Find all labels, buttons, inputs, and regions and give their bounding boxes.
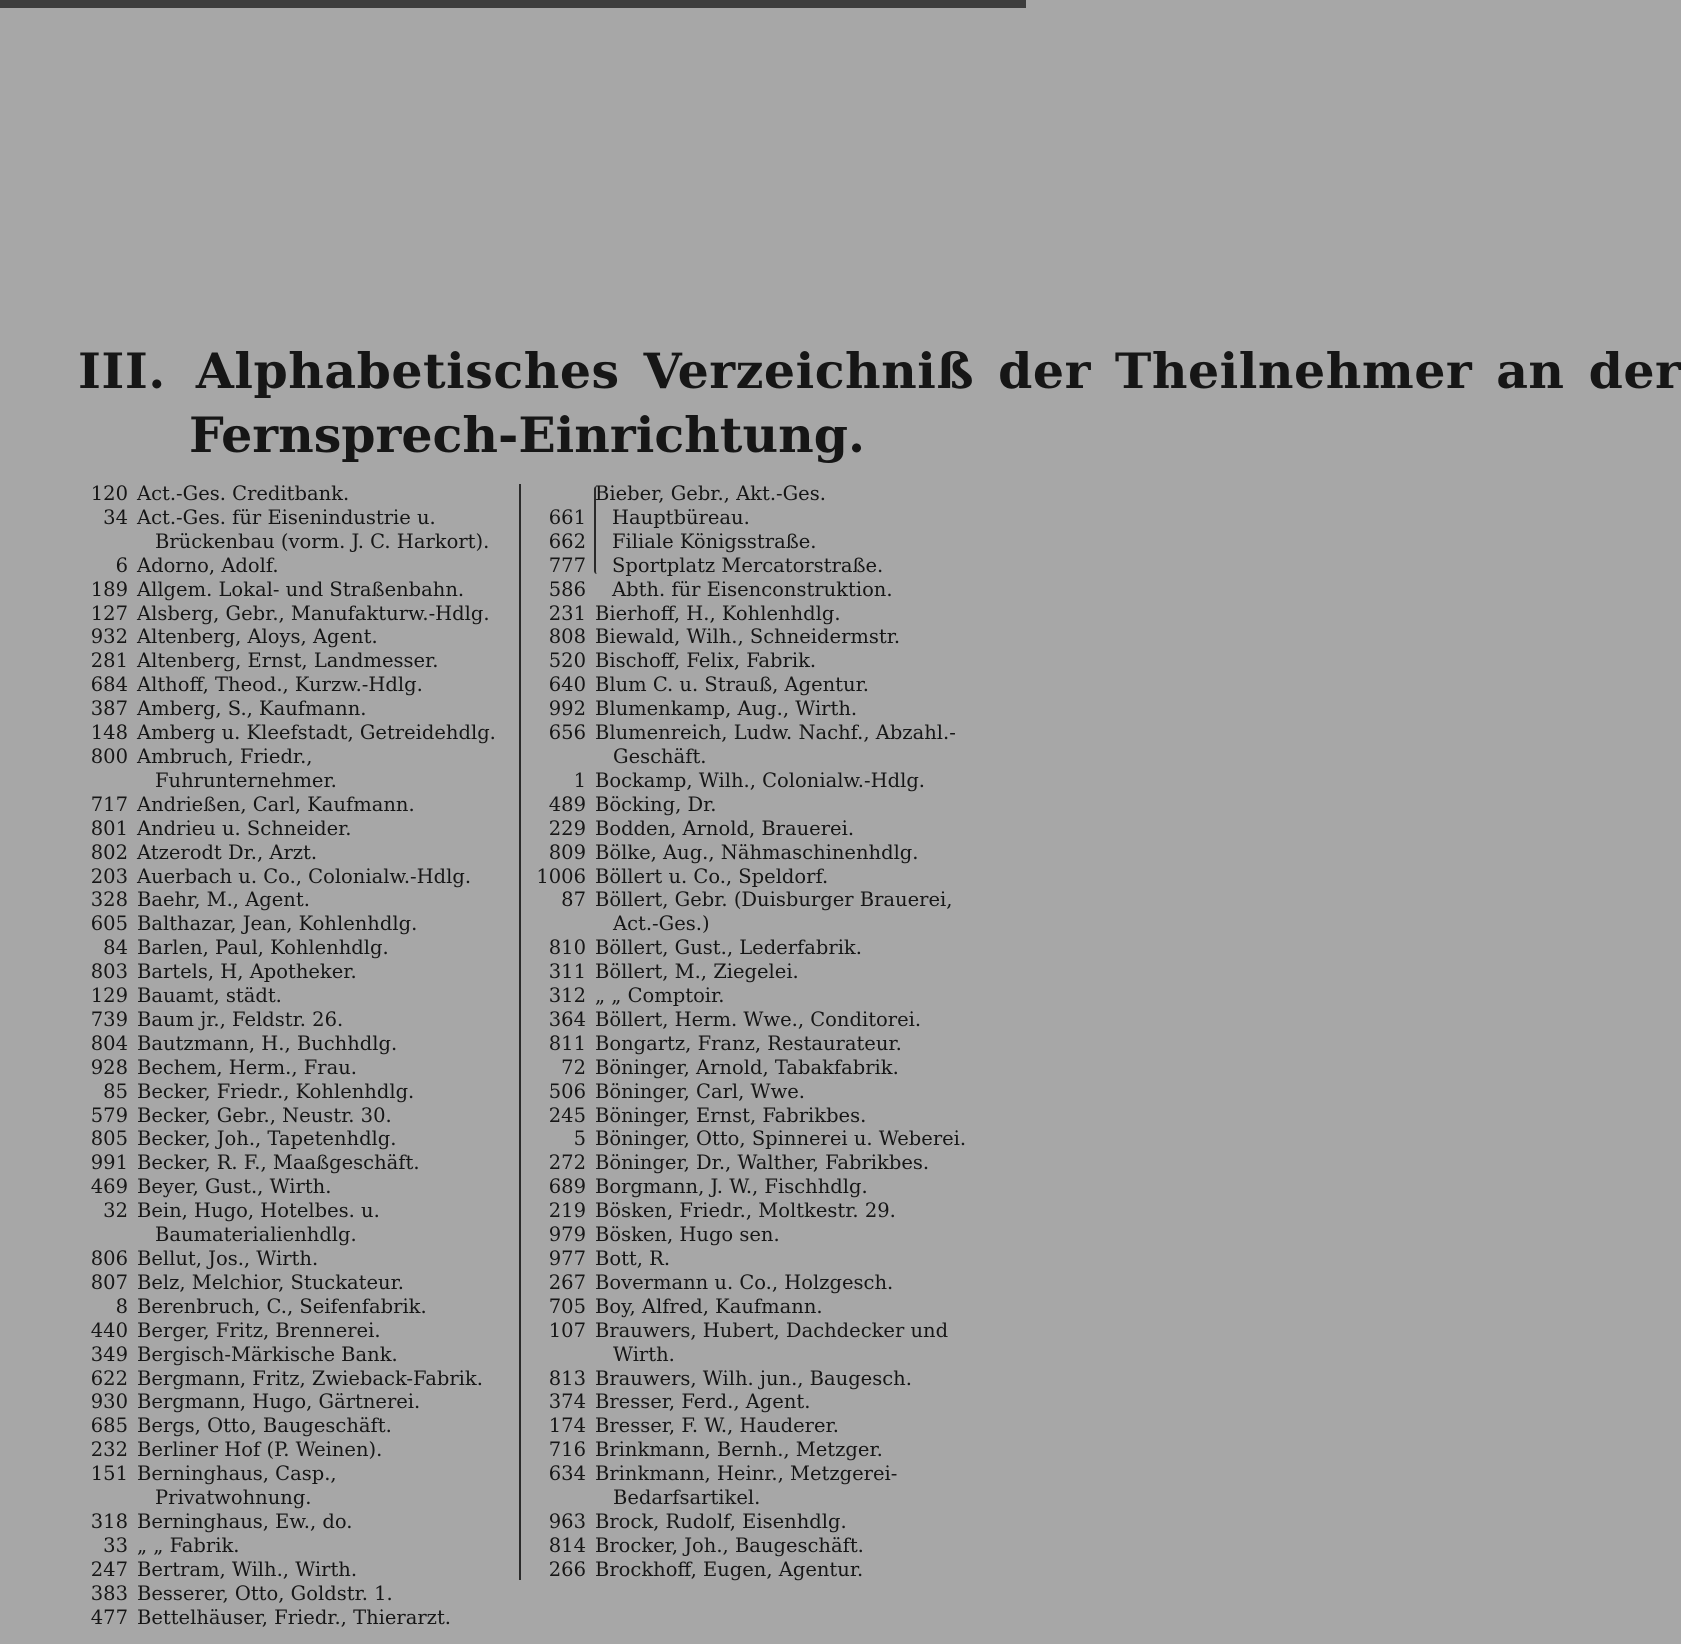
list-item — [530, 1247, 980, 1271]
list-item — [530, 888, 980, 936]
subscriber-number: 1 — [573, 768, 586, 792]
subscriber-number: 440 — [90, 1318, 128, 1342]
subscriber-number: 579 — [90, 1103, 128, 1127]
list-item — [82, 1319, 497, 1343]
heading-word: Theilnehmer — [1114, 342, 1473, 400]
subscriber-number: 963 — [548, 1509, 586, 1533]
subscriber-number: 174 — [548, 1414, 586, 1438]
list-item — [82, 1247, 497, 1271]
list-item — [530, 1056, 980, 1080]
list-item — [530, 936, 980, 960]
subscriber-name: Berger, Fritz, Brennerei. — [137, 1318, 381, 1342]
subscriber-number: 813 — [548, 1366, 586, 1390]
subscriber-number: 34 — [103, 505, 128, 529]
list-item — [530, 1199, 980, 1223]
page-top-edge — [0, 0, 1026, 8]
subscriber-name: Böllert, Gebr. (Duisburger Brauerei, Act.-Ges.) — [595, 888, 953, 936]
subscriber-number: 520 — [548, 649, 586, 673]
list-item — [82, 817, 497, 841]
subscriber-name: Beyer, Gust., Wirth. — [137, 1175, 332, 1199]
list-item — [530, 697, 980, 721]
subscriber-number: 932 — [90, 625, 128, 649]
group-brace — [594, 486, 606, 574]
subscriber-name: Bergs, Otto, Baugeschäft. — [137, 1414, 392, 1438]
subscriber-name: Brock, Rudolf, Eisenhdlg. — [595, 1509, 847, 1533]
list-item — [530, 1390, 980, 1414]
list-item — [82, 1367, 497, 1391]
subscriber-number: 387 — [90, 697, 128, 721]
subscriber-name: Borgmann, J. W., Fischhdlg. — [595, 1175, 868, 1199]
list-item — [82, 1056, 497, 1080]
heading-word: an — [1496, 342, 1565, 400]
list-item — [82, 745, 497, 793]
list-item — [82, 1462, 497, 1510]
list-item — [82, 721, 497, 745]
subscriber-number: 151 — [90, 1462, 128, 1486]
subscriber-name: Alsberg, Gebr., Manufakturw.-Hdlg. — [137, 601, 490, 625]
list-item — [82, 1175, 497, 1199]
subscriber-name: Blumenkamp, Aug., Wirth. — [595, 697, 858, 721]
subscriber-name: Biewald, Wilh., Schneidermstr. — [595, 625, 901, 649]
subscriber-number: 5 — [573, 1127, 586, 1151]
subscriber-number: 85 — [103, 1079, 128, 1103]
subscriber-name: Bockamp, Wilh., Colonialw.-Hdlg. — [595, 768, 925, 792]
list-item — [530, 1295, 980, 1319]
list-item — [530, 1008, 980, 1032]
subscriber-name: Bongartz, Franz, Restaurateur. — [595, 1031, 902, 1055]
subscriber-number: 802 — [90, 840, 128, 864]
list-item — [82, 1534, 497, 1558]
list-item — [530, 649, 980, 673]
subscriber-name: Becker, R. F., Maaßgeschäft. — [137, 1151, 420, 1175]
list-item — [530, 578, 980, 602]
subscriber-number: 689 — [548, 1175, 586, 1199]
subscriber-name: Brauwers, Wilh. jun., Baugesch. — [595, 1366, 912, 1390]
subscriber-number: 148 — [90, 721, 128, 745]
subscriber-name: Bresser, Ferd., Agent. — [595, 1390, 811, 1414]
subscriber-name: Bott, R. — [595, 1247, 671, 1270]
subscriber-number: 928 — [90, 1055, 128, 1079]
list-item — [530, 865, 980, 889]
subscriber-number: 811 — [548, 1031, 586, 1055]
subscriber-number: 129 — [90, 984, 128, 1008]
subscriber-number: 705 — [548, 1294, 586, 1318]
subscriber-name: Bergmann, Fritz, Zwieback-Fabrik. — [137, 1366, 483, 1390]
subscriber-number: 266 — [548, 1557, 586, 1581]
list-item — [530, 960, 980, 984]
subscriber-number: 203 — [90, 864, 128, 888]
subscriber-name: Baehr, M., Agent. — [137, 888, 310, 912]
subscriber-number: 189 — [90, 577, 128, 601]
subscriber-name: Bösken, Hugo sen. — [595, 1223, 780, 1247]
subscriber-name: Böllert u. Co., Speldorf. — [595, 864, 829, 888]
list-item — [530, 1151, 980, 1175]
subscriber-name: Blum C. u. Strauß, Agentur. — [595, 673, 869, 697]
subscriber-number: 685 — [90, 1414, 128, 1438]
subscriber-number: 777 — [548, 553, 586, 577]
subscriber-number: 739 — [90, 1007, 128, 1031]
list-item — [530, 1534, 980, 1558]
subscriber-name: Bettelhäuser, Friedr., Thierarzt. — [137, 1605, 451, 1629]
subscriber-name: Amberg, S., Kaufmann. — [137, 697, 367, 721]
subscriber-number: 992 — [548, 697, 586, 721]
list-item — [82, 793, 497, 817]
list-item — [82, 1558, 497, 1582]
subscriber-number: 33 — [103, 1533, 128, 1557]
list-item — [530, 1080, 980, 1104]
subscriber-number: 311 — [548, 960, 586, 984]
subscriber-number: 804 — [90, 1031, 128, 1055]
subscriber-name: Becker, Friedr., Kohlenhdlg. — [137, 1079, 415, 1103]
subscriber-name: Bösken, Friedr., Moltkestr. 29. — [595, 1199, 896, 1223]
subscriber-number: 383 — [90, 1581, 128, 1605]
list-item — [530, 1271, 980, 1295]
subscriber-name: Bierhoff, H., Kohlenhdlg. — [595, 601, 841, 625]
list-item — [82, 1295, 497, 1319]
subscriber-number: 107 — [548, 1318, 586, 1342]
subscriber-number: 991 — [90, 1151, 128, 1175]
list-item — [82, 984, 497, 1008]
subscriber-name: Böllert, M., Ziegelei. — [595, 960, 799, 984]
subscriber-name: Becker, Joh., Tapetenhdlg. — [137, 1127, 397, 1151]
subscriber-number: 656 — [548, 721, 586, 745]
subscriber-name: Bauamt, städt. — [137, 984, 282, 1008]
subscriber-number: 814 — [548, 1533, 586, 1557]
subscriber-number: 808 — [548, 625, 586, 649]
subscriber-name: Althoff, Theod., Kurzw.-Hdlg. — [137, 673, 423, 697]
list-item — [82, 1438, 497, 1462]
subscriber-number: 489 — [548, 792, 586, 816]
subscriber-number: 374 — [548, 1390, 586, 1414]
list-item — [530, 1462, 980, 1510]
subscriber-number: 127 — [90, 601, 128, 625]
list-item — [530, 984, 980, 1008]
list-item — [82, 936, 497, 960]
list-item — [82, 1271, 497, 1295]
list-item — [530, 1558, 980, 1582]
list-item — [82, 841, 497, 865]
list-item — [530, 1414, 980, 1438]
subscriber-name: Sportplatz Mercatorstraße. — [612, 553, 884, 577]
list-item — [82, 1414, 497, 1438]
subscriber-name: Filiale Königsstraße. — [612, 529, 817, 553]
subscriber-number: 328 — [90, 888, 128, 912]
subscriber-number: 800 — [90, 744, 128, 768]
list-item — [82, 1080, 497, 1104]
list-item — [82, 1343, 497, 1367]
subscriber-name: Böninger, Dr., Walther, Fabrikbes. — [595, 1151, 930, 1175]
list-item — [530, 769, 980, 793]
list-item — [530, 602, 980, 626]
heading-word: Verzeichniß — [643, 342, 975, 400]
subscriber-name: Bölke, Aug., Nähmaschinenhdlg. — [595, 840, 919, 864]
subscriber-name: Böninger, Ernst, Fabrikbes. — [595, 1103, 867, 1127]
column-divider — [519, 484, 521, 1580]
subscriber-name: Böninger, Carl, Wwe. — [595, 1079, 805, 1103]
heading-line-1 — [78, 342, 1681, 400]
heading-line-2: Fernsprech-Einrichtung. — [188, 406, 866, 464]
list-item — [82, 1032, 497, 1056]
subscriber-number: 231 — [548, 601, 586, 625]
subscriber-name: „ „ Fabrik. — [137, 1533, 240, 1557]
list-item — [82, 865, 497, 889]
subscriber-number: 586 — [548, 577, 586, 601]
subscriber-name: Berninghaus, Ew., do. — [137, 1509, 353, 1533]
subscriber-number: 272 — [548, 1151, 586, 1175]
subscriber-number: 232 — [90, 1438, 128, 1462]
subscriber-name: Bergmann, Hugo, Gärtnerei. — [137, 1390, 421, 1414]
list-item — [82, 1008, 497, 1032]
subscriber-number: 634 — [548, 1462, 586, 1486]
subscriber-name: Böllert, Gust., Lederfabrik. — [595, 936, 862, 960]
right-column — [530, 482, 980, 1582]
list-item — [82, 506, 497, 554]
list-item — [530, 1175, 980, 1199]
subscriber-name: Baum jr., Feldstr. 26. — [137, 1007, 344, 1031]
list-item — [530, 1223, 980, 1247]
subscriber-name: Blumenreich, Ludw. Nachf., Abzahl.-Geschäft. — [595, 721, 956, 768]
list-item — [82, 960, 497, 984]
list-item — [82, 1582, 497, 1606]
list-item — [82, 1199, 497, 1247]
list-item — [530, 793, 980, 817]
subscriber-number: 662 — [548, 529, 586, 553]
subscriber-number: 6 — [115, 553, 128, 577]
list-item — [82, 1104, 497, 1128]
list-item — [82, 625, 497, 649]
subscriber-number: 805 — [90, 1127, 128, 1151]
subscriber-name: Bautzmann, H., Buchhdlg. — [137, 1031, 398, 1055]
list-item — [82, 1390, 497, 1414]
subscriber-number: 8 — [115, 1294, 128, 1318]
list-item — [82, 1151, 497, 1175]
list-item — [530, 625, 980, 649]
list-item — [530, 1510, 980, 1534]
list-item — [82, 602, 497, 626]
subscriber-name: „ „ Comptoir. — [595, 984, 725, 1008]
subscriber-number: 120 — [90, 482, 128, 505]
subscriber-name: Altenberg, Aloys, Agent. — [137, 625, 378, 649]
list-item — [530, 1104, 980, 1128]
subscriber-number: 801 — [90, 816, 128, 840]
subscriber-name: Brinkmann, Heinr., Metzgerei-Bedarfsartikel. — [595, 1462, 898, 1510]
subscriber-name: Böcking, Dr. — [595, 792, 717, 816]
subscriber-name: Brockhoff, Eugen, Agentur. — [595, 1557, 864, 1581]
list-item — [82, 673, 497, 697]
subscriber-number: 930 — [90, 1390, 128, 1414]
subscriber-name: Ambruch, Friedr., Fuhrunternehmer. — [137, 744, 337, 792]
subscriber-name: Andrieu u. Schneider. — [137, 816, 352, 840]
subscriber-number: 810 — [548, 936, 586, 960]
subscriber-name: Berliner Hof (P. Weinen). — [137, 1438, 383, 1462]
subscriber-number: 807 — [90, 1270, 128, 1294]
subscriber-name: Böninger, Otto, Spinnerei u. Weberei. — [595, 1127, 967, 1151]
list-item — [530, 817, 980, 841]
subscriber-number: 229 — [548, 816, 586, 840]
subscriber-name: Hauptbüreau. — [612, 505, 750, 529]
subscriber-name: Bechem, Herm., Frau. — [137, 1055, 357, 1079]
left-column — [82, 482, 497, 1630]
subscriber-name: Atzerodt Dr., Arzt. — [137, 840, 318, 864]
subscriber-number: 477 — [90, 1605, 128, 1629]
subscriber-name: Barlen, Paul, Kohlenhdlg. — [137, 936, 389, 960]
subscriber-number: 219 — [548, 1199, 586, 1223]
list-item — [530, 1438, 980, 1462]
subscriber-name: Brauwers, Hubert, Dachdecker und Wirth. — [595, 1318, 949, 1366]
subscriber-name: Besserer, Otto, Goldstr. 1. — [137, 1581, 393, 1605]
subscriber-name: Belz, Melchior, Stuckateur. — [137, 1270, 404, 1294]
subscriber-number: 349 — [90, 1342, 128, 1366]
subscriber-name: Balthazar, Jean, Kohlenhdlg. — [137, 912, 418, 936]
list-item — [530, 1319, 980, 1367]
list-item — [82, 1127, 497, 1151]
subscriber-number: 364 — [548, 1007, 586, 1031]
subscriber-number: 684 — [90, 673, 128, 697]
subscriber-name: Bertram, Wilh., Wirth. — [137, 1557, 358, 1581]
subscriber-number: 661 — [548, 505, 586, 529]
subscriber-name: Bodden, Arnold, Brauerei. — [595, 816, 855, 840]
list-item — [530, 1127, 980, 1151]
subscriber-name: Act.-Ges. Creditbank. — [137, 482, 350, 505]
subscriber-number: 87 — [561, 888, 586, 912]
subscriber-number: 977 — [548, 1247, 586, 1270]
subscriber-name: Brinkmann, Bernh., Metzger. — [595, 1438, 883, 1462]
subscriber-number: 312 — [548, 984, 586, 1008]
heading-word: der — [998, 342, 1091, 400]
subscriber-number: 605 — [90, 912, 128, 936]
subscriber-name: Bein, Hugo, Hotelbes. u. Baumaterialienhdlg. — [137, 1199, 380, 1247]
page-heading — [78, 342, 1681, 464]
subscriber-number: 622 — [90, 1366, 128, 1390]
subscriber-name: Becker, Gebr., Neustr. 30. — [137, 1103, 392, 1127]
subscriber-name: Böninger, Arnold, Tabakfabrik. — [595, 1055, 899, 1079]
subscriber-number: 716 — [548, 1438, 586, 1462]
subscriber-number: 806 — [90, 1247, 128, 1270]
subscriber-name: Bovermann u. Co., Holzgesch. — [595, 1270, 894, 1294]
subscriber-name: Allgem. Lokal- und Straßenbahn. — [137, 577, 465, 601]
list-item — [82, 1606, 497, 1630]
subscriber-name: Abth. für Eisenconstruktion. — [612, 577, 893, 601]
subscriber-name: Berenbruch, C., Seifenfabrik. — [137, 1294, 427, 1318]
heading-word: Alphabetisches — [195, 342, 620, 400]
heading-word: der — [1588, 342, 1681, 400]
subscriber-name: Brocker, Joh., Baugeschäft. — [595, 1533, 864, 1557]
subscriber-name: Bergisch-Märkische Bank. — [137, 1342, 398, 1366]
list-item — [530, 1367, 980, 1391]
list-item — [82, 912, 497, 936]
subscriber-number: 717 — [90, 792, 128, 816]
subscriber-number: 245 — [548, 1103, 586, 1127]
section-numeral: III. — [78, 342, 166, 400]
subscriber-number: 72 — [561, 1055, 586, 1079]
subscriber-name: Altenberg, Ernst, Landmesser. — [137, 649, 439, 673]
list-item — [530, 841, 980, 865]
subscriber-name: Bischoff, Felix, Fabrik. — [595, 649, 817, 673]
subscriber-name: Act.-Ges. für Eisenindustrie u. Brückenbau (vorm. J. C. Harkort). — [137, 505, 490, 553]
subscriber-number: 979 — [548, 1223, 586, 1247]
subscriber-number: 506 — [548, 1079, 586, 1103]
subscriber-number: 1006 — [536, 864, 586, 888]
list-item — [82, 697, 497, 721]
subscriber-name: Bartels, H, Apotheker. — [137, 960, 357, 984]
subscriber-number: 318 — [90, 1509, 128, 1533]
list-item — [82, 1510, 497, 1534]
list-item — [530, 1032, 980, 1056]
subscriber-name: Amberg u. Kleefstadt, Getreidehdlg. — [137, 721, 496, 745]
group-head: Bieber, Gebr., Akt.-Ges. — [595, 482, 826, 505]
subscriber-number: 640 — [548, 673, 586, 697]
list-item — [82, 888, 497, 912]
bieber-group — [530, 482, 980, 602]
list-item — [82, 482, 497, 506]
subscriber-name: Andrießen, Carl, Kaufmann. — [137, 792, 415, 816]
subscriber-name: Berninghaus, Casp., Privatwohnung. — [137, 1462, 337, 1510]
list-item — [530, 673, 980, 697]
subscriber-number: 32 — [103, 1199, 128, 1223]
subscriber-number: 267 — [548, 1270, 586, 1294]
subscriber-name: Adorno, Adolf. — [137, 553, 279, 577]
list-item — [82, 578, 497, 602]
subscriber-name: Bresser, F. W., Hauderer. — [595, 1414, 839, 1438]
subscriber-number: 803 — [90, 960, 128, 984]
list-item — [530, 721, 980, 769]
subscriber-name: Boy, Alfred, Kaufmann. — [595, 1294, 823, 1318]
subscriber-number: 809 — [548, 840, 586, 864]
subscriber-name: Bellut, Jos., Wirth. — [137, 1247, 319, 1270]
list-item — [82, 554, 497, 578]
subscriber-number: 84 — [103, 936, 128, 960]
subscriber-number: 469 — [90, 1175, 128, 1199]
subscriber-number: 247 — [90, 1557, 128, 1581]
subscriber-number: 281 — [90, 649, 128, 673]
list-item — [82, 649, 497, 673]
subscriber-name: Böllert, Herm. Wwe., Conditorei. — [595, 1007, 922, 1031]
subscriber-name: Auerbach u. Co., Colonialw.-Hdlg. — [137, 864, 472, 888]
